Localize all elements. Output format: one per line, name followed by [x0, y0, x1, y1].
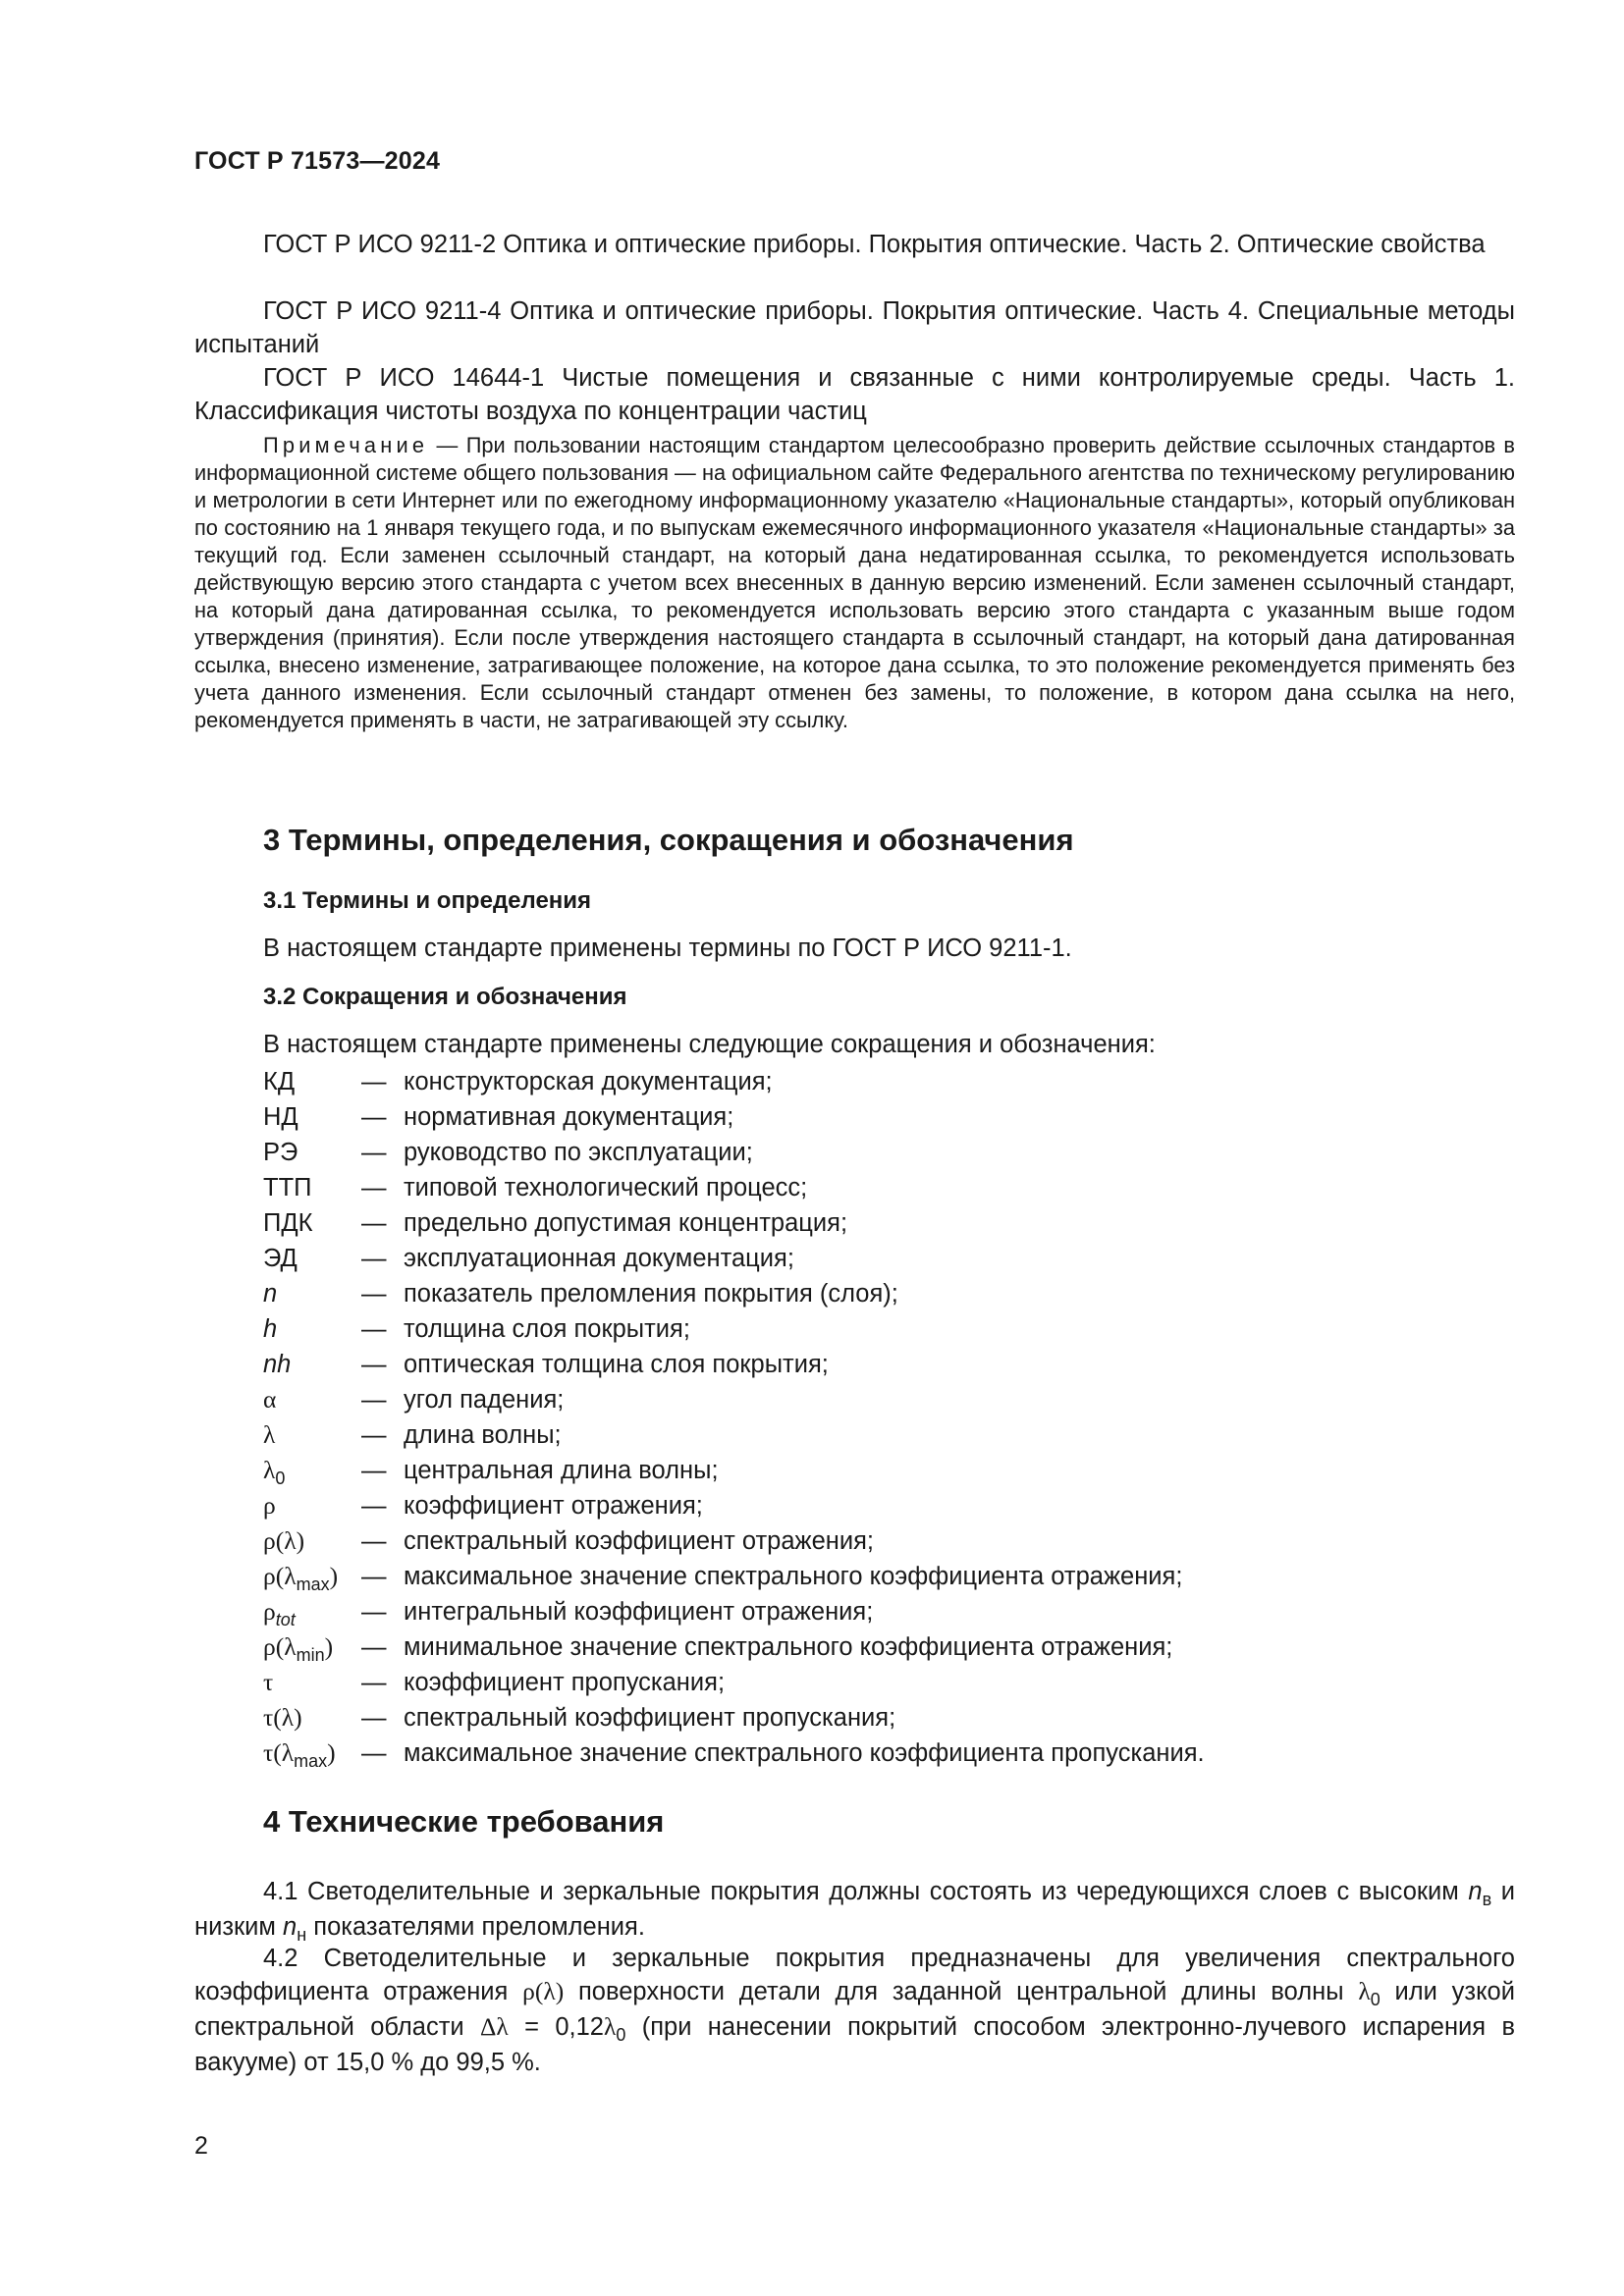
reference-item: ГОСТ Р ИСО 9211-2 Оптика и оптические приборы. Покрытия оптические. Часть 2. Оптические свойства: [263, 231, 1486, 258]
reference-item: ГОСТ Р ИСО 14644-1 Чистые помещения и связанные с ними контролируемые среды. Часть 1. Классификация чистоты воздуха по концентрации частиц: [194, 364, 1515, 425]
abbreviation-row: τ — коэффициент пропускания;: [263, 1668, 726, 1696]
subsection-3-2-title: 3.2 Сокращения и обозначения: [263, 984, 627, 1010]
abbreviation-row: ТТП — типовой технологический процесс;: [263, 1174, 808, 1201]
reference-item: ГОСТ Р ИСО 9211-4 Оптика и оптические приборы. Покрытия оптические. Часть 4. Специальные методы испытаний: [194, 297, 1515, 358]
abbreviation-list: [263, 1064, 1343, 1771]
abbreviation-row: $\tau(\lambda_{max})$ — максимальное значение спектрального коэффициента пропускания.: [263, 1738, 1205, 1771]
abbreviation-row: $\rho(\lambda_{min})$ — минимальное значение спектрального коэффициента отражения;: [263, 1632, 1173, 1665]
abbreviation-row: α — угол падения;: [263, 1385, 565, 1414]
abbreviation-row: nh — оптическая толщина слоя покрытия;: [263, 1351, 829, 1378]
note-label: Примечание: [263, 433, 429, 457]
section-3-title: 3 Термины, определения, сокращения и обозначения: [263, 823, 1074, 857]
paragraph-4-1: 4.1 Светоделительные и зеркальные покрытия должны состоять из чередующихся слоев с высоким $n_в$ и низким $n_н$ показателями преломления.: [194, 1878, 1515, 1945]
abbreviation-row: ПДК — предельно допустимая концентрация;: [263, 1209, 848, 1237]
note-paragraph: [194, 432, 1515, 734]
subsection-3-1-title: 3.1 Термины и определения: [263, 887, 592, 914]
page-number: 2: [194, 2132, 208, 2160]
abbreviation-row: КД — конструкторская документация;: [263, 1068, 773, 1095]
abbreviation-row: h — толщина слоя покрытия;: [263, 1315, 690, 1343]
abbreviation-row: $\lambda_0$ — центральная длина волны;: [263, 1456, 719, 1488]
abbreviation-row: $\rho_{tot}$ — интегральный коэффициент отражения;: [263, 1597, 874, 1629]
section-4-title: 4 Технические требования: [263, 1804, 665, 1839]
abbreviation-row: τ(λ) — спектральный коэффициент пропускания;: [263, 1703, 896, 1732]
abbreviation-row: λ — длина волны;: [263, 1420, 562, 1449]
paragraph-4-2: 4.2 Светоделительные и зеркальные покрытия предназначены для увеличения спектрального коэффициента отражения ρ(λ) поверхности детали для заданной центральной длины волны $\lambda_0$ или узкой спектральной области $\Delta\lambda = 0,12\lambda_0$ (при нанесении покрытий способом электронно-лучевого испарения в вакууме) от 15,0 % до 99,5 %.: [194, 1945, 1516, 2076]
abbreviation-row: $\rho(\lambda_{max})$ — максимальное значение спектрального коэффициента отражения;: [263, 1562, 1183, 1594]
abbreviation-row: НД — нормативная документация;: [263, 1103, 734, 1131]
subsection-3-1-text: В настоящем стандарте применены термины по ГОСТ Р ИСО 9211-1.: [263, 934, 1072, 962]
abbreviation-row: ρ(λ) — спектральный коэффициент отражения;: [263, 1526, 874, 1555]
subsection-3-2-intro: В настоящем стандарте применены следующие сокращения и обозначения:: [263, 1031, 1156, 1058]
abbreviation-row: РЭ — руководство по эксплуатации;: [263, 1139, 753, 1166]
note-text: — При пользовании настоящим стандартом целесообразно проверить действие ссылочных стандартов в информационной системе общего пользования — на официальном сайте Федерального агентства по техническому регулированию и метрологии в сети Интернет или по ежегодному информационному указателю «Национальные стандарты», который опубликован по состоянию на 1 января текущего года, и по выпускам ежемесячного информационного указателя «Национальные стандарты» за текущий год. Если заменен ссылочный стандарт, на который дана недатированная ссылка, то рекомендуется использовать действующую версию этого стандарта с учетом всех внесенных в данную версию изменений. Если заменен ссылочный стандарт, на который дана датированная ссылка, то рекомендуется использовать версию этого стандарта с указанным выше годом утверждения (принятия). Если после утверждения настоящего стандарта в ссылочный стандарт, на который дана датированная ссылка, внесено изменение, затрагивающее положение, на которое дана ссылка, то это положение рекомендуется применять без учета данного изменения. Если ссылочный стандарт отменен без замены, то положение, в котором дана ссылка на него, рекомендуется применять в части, не затрагивающей эту ссылку.: [194, 433, 1515, 732]
abbreviation-row: n — показатель преломления покрытия (слоя);: [263, 1280, 898, 1308]
abbreviation-row: ЭД — эксплуатационная документация;: [263, 1245, 794, 1272]
document-header: ГОСТ Р 71573—2024: [194, 147, 441, 175]
abbreviation-row: ρ — коэффициент отражения;: [263, 1491, 703, 1520]
